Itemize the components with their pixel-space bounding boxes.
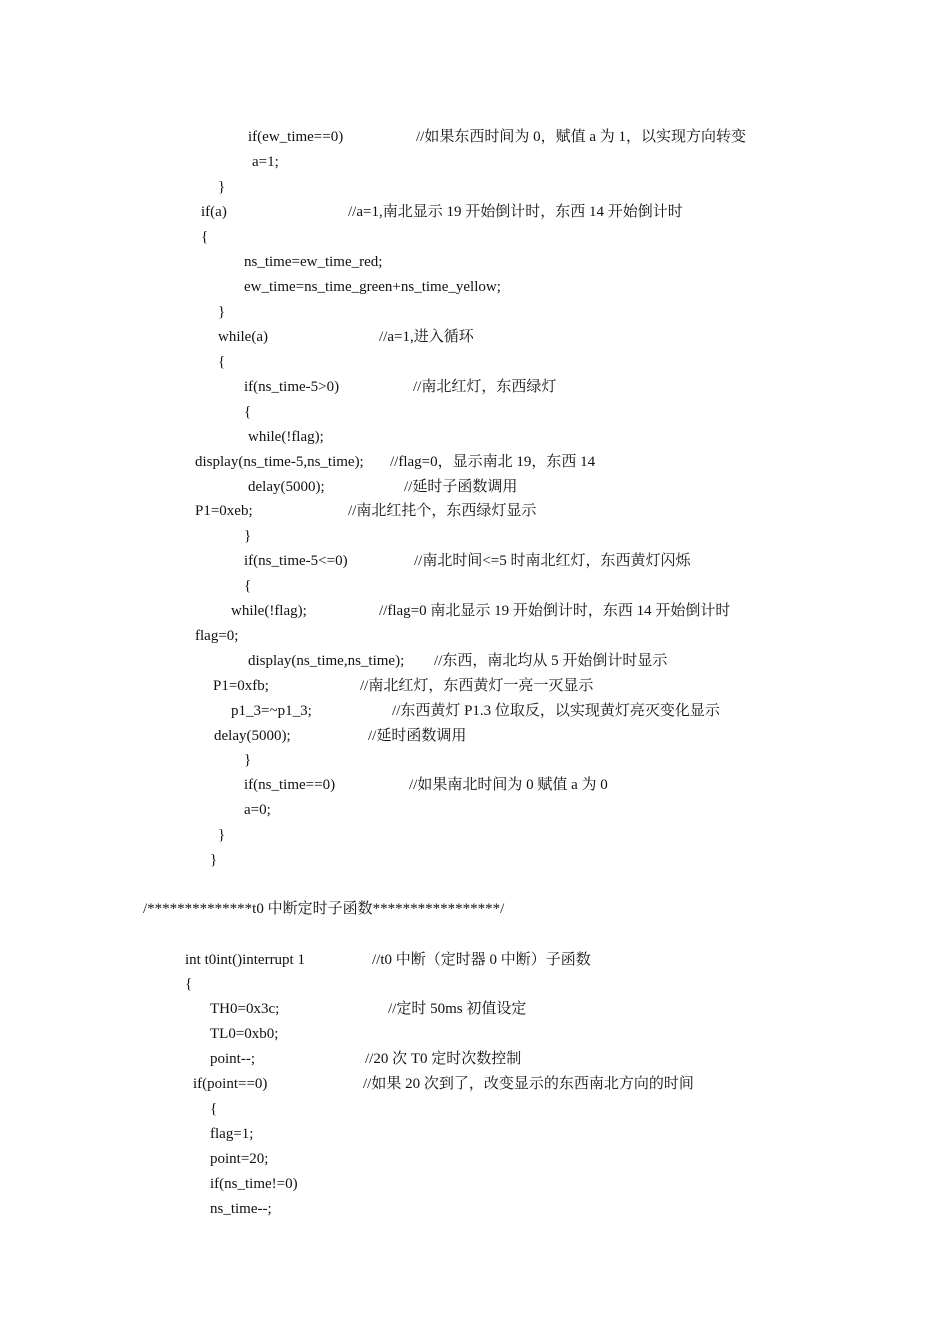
code-comment: //如果南北时间为 0 赋值 a 为 0: [409, 777, 608, 793]
code-line: ew_time=ns_time_green+ns_time_yellow;: [244, 279, 501, 295]
code-line: if(ns_time-5<=0): [244, 553, 348, 569]
code-line: while(a): [218, 329, 268, 345]
code-line: a=1;: [252, 154, 279, 170]
code-line: {: [218, 354, 226, 370]
code-comment: //南北红扥个，东西绿灯显示: [348, 503, 537, 519]
code-comment: //如果 20 次到了，改变显示的东西南北方向的时间: [363, 1076, 694, 1092]
code-line: while(!flag);: [248, 429, 324, 445]
code-line: display(ns_time,ns_time);: [248, 653, 405, 669]
code-line: {: [201, 229, 209, 245]
code-line: }: [218, 304, 226, 320]
code-line: TH0=0x3c;: [210, 1001, 280, 1017]
code-comment: //a=1,进入循环: [379, 329, 474, 345]
code-comment: //a=1,南北显示 19 开始倒计时，东西 14 开始倒计时: [348, 204, 683, 220]
code-line: if(ew_time==0): [248, 129, 344, 145]
code-line: {: [244, 404, 252, 420]
code-line: {: [210, 1101, 218, 1117]
code-comment: //南北红灯，东西黄灯一亮一灭显示: [360, 678, 594, 694]
code-comment: //flag=0 南北显示 19 开始倒计时，东西 14 开始倒计时: [379, 603, 731, 619]
code-line: if(ns_time-5>0): [244, 379, 340, 395]
code-line: int t0int()interrupt 1: [185, 952, 305, 968]
code-line: }: [210, 852, 218, 868]
code-line: {: [244, 578, 252, 594]
code-line: flag=1;: [210, 1126, 254, 1142]
code-line: while(!flag);: [231, 603, 307, 619]
code-line: P1=0xeb;: [195, 503, 253, 519]
code-line: if(ns_time==0): [244, 777, 336, 793]
section-separator: /**************t0 中断定时子函数*****************/: [143, 901, 505, 917]
code-line: TL0=0xb0;: [210, 1026, 279, 1042]
code-comment: //延时子函数调用: [404, 479, 518, 495]
code-comment: //如果东西时间为 0，赋值 a 为 1，以实现方向转变: [416, 129, 746, 145]
code-line: delay(5000);: [248, 479, 325, 495]
code-line: display(ns_time-5,ns_time);: [195, 454, 364, 470]
code-line: {: [185, 976, 193, 992]
code-comment: //定时 50ms 初值设定: [388, 1001, 527, 1017]
code-line: a=0;: [244, 802, 271, 818]
code-line: P1=0xfb;: [213, 678, 269, 694]
code-line: if(point==0): [193, 1076, 268, 1092]
code-line: point--;: [210, 1051, 255, 1067]
code-line: point=20;: [210, 1151, 269, 1167]
code-line: ns_time--;: [210, 1201, 272, 1217]
code-line: }: [244, 528, 252, 544]
code-line: if(ns_time!=0): [210, 1176, 298, 1192]
code-comment: //延时函数调用: [368, 728, 467, 744]
code-comment: //东西黄灯 P1.3 位取反，以实现黄灯亮灭变化显示: [392, 703, 720, 719]
code-line: ns_time=ew_time_red;: [244, 254, 383, 270]
code-line: p1_3=~p1_3;: [231, 703, 312, 719]
code-line: }: [244, 752, 252, 768]
code-comment: //南北时间<=5 时南北红灯，东西黄灯闪烁: [414, 553, 691, 569]
code-comment: //flag=0，显示南北 19，东西 14: [390, 454, 596, 470]
code-comment: //东西，南北均从 5 开始倒计时显示: [434, 653, 668, 669]
code-line: delay(5000);: [214, 728, 291, 744]
code-line: flag=0;: [195, 628, 239, 644]
code-comment: //t0 中断（定时器 0 中断）子函数: [372, 952, 591, 968]
code-comment: //20 次 T0 定时次数控制: [365, 1051, 522, 1067]
code-line: }: [218, 827, 226, 843]
code-line: }: [218, 179, 226, 195]
code-comment: //南北红灯，东西绿灯: [413, 379, 557, 395]
code-line: if(a): [201, 204, 227, 220]
